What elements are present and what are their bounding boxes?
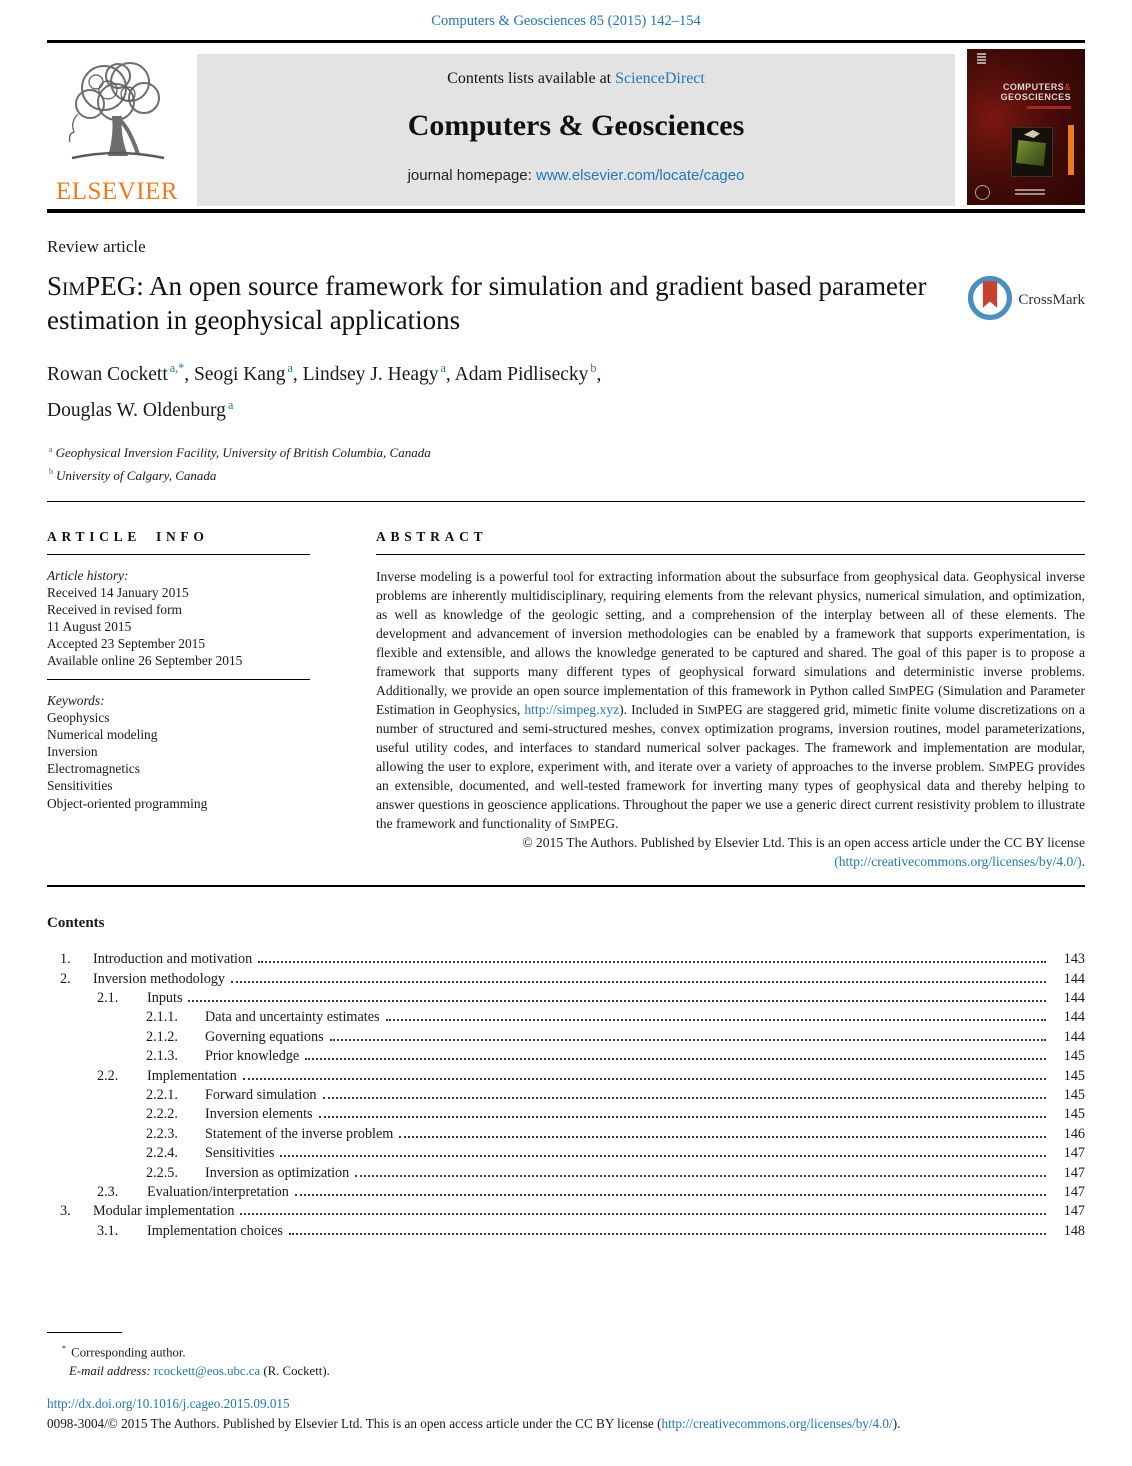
divider xyxy=(47,554,310,555)
elsevier-wordmark: ELSEVIER xyxy=(55,178,179,205)
article-history-label: Article history: xyxy=(47,567,129,583)
toc-entry[interactable]: 1. Introduction and motivation 143 xyxy=(60,951,1085,968)
article-title-brand: SimPEG xyxy=(47,271,137,301)
journal-banner xyxy=(197,54,955,206)
toc-entry[interactable]: 2.1. Inputs 144 xyxy=(97,989,1085,1006)
keyword: Sensitivities xyxy=(47,778,113,794)
imprint xyxy=(47,1394,1085,1434)
doi-link[interactable]: http://dx.doi.org/10.1016/j.cageo.2015.09.015 xyxy=(47,1396,290,1411)
keyword: Inversion xyxy=(47,744,98,760)
sciencedirect-link[interactable]: ScienceDirect xyxy=(615,70,705,87)
author: Lindsey J. Heagy $^a$, xyxy=(302,361,455,385)
article-type-label: Review article xyxy=(47,237,146,256)
corresponding-author-note: * Corresponding author. xyxy=(62,1344,186,1360)
email-link[interactable]: rcockett@eos.ubc.ca xyxy=(153,1364,261,1379)
cc-license-link[interactable]: (http://creativecommons.org/licenses/by/4.0/) xyxy=(834,853,1082,869)
journal-title: Computers & Geosciences xyxy=(407,109,745,142)
article-info-heading: ARTICLE INFO xyxy=(47,528,209,544)
author: Adam Pidlisecky $^b$, xyxy=(454,361,602,385)
abstract-text: Inverse modeling is a powerful tool for extracting information about the subsurface from geophysical data. Geophysical inverse problems are inherently multidisciplinary, requiring elements from the relevant physics, numerical simulation, and optimization, as well as knowledge of the geologic setting, and a comprehension of the interplay between all of these elements. The development and advancement of inversion methodologies can be enabled by a framework that supports experimentation, is flexible and extensible, and allows the knowledge generated to be captured and shared. The goal of this paper is to propose a framework that supports many different types of geophysical forward simulations and deterministic inverse problems. Additionally, we provide an open source implementation of this framework in Python called SimPEG (Simulation and Parameter Estimation in Geophysics, http://simpeg.xyz). Included in SimPEG are staggered grid, mimetic finite volume discretizations on a number of structured and semi-structured meshes, convex optimization programs, inversion routines, model parameterizations, useful utility codes, and interfaces to standard numerical solver packages. The framework and implementation are modular, allowing the user to explore, experiment with, and iterate over a variety of approaches to the inverse problem. SimPEG provides an extensible, documented, and well-tested framework for inverting many types of geophysical data and thereby helping to answer questions in geoscience applications. Throughout the paper we use a generic direct current resistivity problem to illustrate the framework and functionality of SimPEG. xyxy=(376,568,1085,831)
footer-cc-license-link[interactable]: http://creativecommons.org/licenses/by/4.0/ xyxy=(661,1416,893,1431)
affiliation: $^b$ University of Calgary, Canada xyxy=(49,467,217,483)
article-info-column xyxy=(47,502,310,871)
toc-entry[interactable]: 2.2.4. Sensitivities 147 xyxy=(146,1145,1085,1162)
crossmark-icon xyxy=(967,275,1013,326)
contents-heading: Contents xyxy=(47,915,105,932)
toc-entry[interactable]: 2.2. Implementation 145 xyxy=(97,1067,1085,1084)
keyword: Object-oriented programming xyxy=(47,795,208,811)
homepage-prefix: journal homepage: xyxy=(407,167,536,184)
toc-entry[interactable]: 3. Modular implementation 147 xyxy=(60,1203,1085,1220)
abstract-bottom-rule xyxy=(47,885,1085,888)
affiliation: $^a$ Geophysical Inversion Facility, University of British Columbia, Canada xyxy=(49,445,431,461)
author: Seogi Kang $^a$, xyxy=(193,361,303,385)
history-line: Available online 26 September 2015 xyxy=(47,653,243,669)
journal-citation: Computers & Geosciences 85 (2015) 142–154 xyxy=(431,13,701,29)
toc-entry[interactable]: 2.1.2. Governing equations 144 xyxy=(146,1028,1085,1045)
history-line: Received in revised form xyxy=(47,601,182,617)
table-of-contents xyxy=(47,950,1085,1241)
crossmark-badge[interactable] xyxy=(967,275,1085,326)
journal-homepage-link[interactable]: www.elsevier.com/locate/cageo xyxy=(536,167,745,184)
cover-subtitle-bar xyxy=(1027,106,1071,109)
contents-available-line xyxy=(197,70,955,88)
toc-entry[interactable]: 2.1.1. Data and uncertainty estimates 144 xyxy=(146,1009,1085,1026)
toc-entry[interactable]: 3.1. Implementation choices 148 xyxy=(97,1222,1085,1239)
cover-title: COMPUTERS& GEOSCIENCES xyxy=(1000,82,1071,102)
abstract-column xyxy=(376,502,1085,871)
keyword: Electromagnetics xyxy=(47,761,140,777)
contents-prefix: Contents lists available at xyxy=(447,70,616,87)
cover-map-image xyxy=(1011,127,1053,177)
toc-entry[interactable]: 2. Inversion methodology 144 xyxy=(60,970,1085,987)
author: Rowan Cockett $^{a,*}$, xyxy=(47,361,194,385)
toc-entry[interactable]: 2.1.3. Prior knowledge 145 xyxy=(146,1048,1085,1065)
toc-entry[interactable]: 2.2.1. Forward simulation 145 xyxy=(146,1087,1085,1103)
top-rule xyxy=(47,40,1085,43)
keyword: Numerical modeling xyxy=(47,726,158,742)
abstract-license-line: (http://creativecommons.org/licenses/by/4.0/). xyxy=(834,853,1085,869)
cover-editor-text xyxy=(1015,189,1045,197)
article-title-rest: : An open source framework for simulation and gradient based parameter estimation in geophysical applications xyxy=(47,271,927,335)
header-bottom-rule xyxy=(47,209,1085,213)
affiliations xyxy=(47,440,1085,485)
author: Douglas W. Oldenburg $^a$ xyxy=(47,397,234,421)
crossmark-label: CrossMark xyxy=(1018,292,1085,308)
footnotes xyxy=(47,1332,1085,1381)
cover-elsevier-mark-icon xyxy=(977,53,986,66)
history-line: 11 August 2015 xyxy=(47,619,132,635)
cover-orange-bar xyxy=(1068,125,1074,175)
cover-society-emblem-icon xyxy=(975,185,990,200)
toc-entry[interactable]: 2.3. Evaluation/interpretation 147 xyxy=(97,1184,1085,1201)
homepage-line xyxy=(197,167,955,184)
divider xyxy=(376,554,1085,555)
history-line: Received 14 January 2015 xyxy=(47,584,189,600)
toc-entry[interactable]: 2.2.3. Statement of the inverse problem 146 xyxy=(146,1125,1085,1142)
issn-copyright-line: 0098-3004/© 2015 The Authors. Published by Elsevier Ltd. This is an open access article under the CC BY license (http://creativecommons.org/licenses/by/4.0/). xyxy=(47,1416,901,1431)
abstract-heading: ABSTRACT xyxy=(376,528,488,544)
abstract-copyright-line: © 2015 The Authors. Published by Elsevier Ltd. This is an open access article under the CC BY license xyxy=(522,834,1085,850)
toc-entry[interactable]: 2.2.5. Inversion as optimization 147 xyxy=(146,1164,1085,1181)
elsevier-tree-icon xyxy=(58,54,176,175)
elsevier-logo xyxy=(47,54,187,206)
keyword: Geophysics xyxy=(47,709,110,725)
journal-cover-thumbnail xyxy=(967,49,1085,205)
article-title xyxy=(47,269,947,337)
journal-header xyxy=(47,54,1085,206)
history-line: Accepted 23 September 2015 xyxy=(47,636,206,652)
toc-entry[interactable]: 2.2.2. Inversion elements 145 xyxy=(146,1106,1085,1123)
email-note: E-mail address: rcockett@eos.ubc.ca (R. Cockett). xyxy=(69,1364,330,1379)
footnote-rule xyxy=(47,1332,122,1333)
keywords-label: Keywords: xyxy=(47,692,105,708)
simpeg-link[interactable]: http://simpeg.xyz xyxy=(524,701,620,717)
divider xyxy=(47,679,310,680)
author-list xyxy=(47,353,1085,426)
